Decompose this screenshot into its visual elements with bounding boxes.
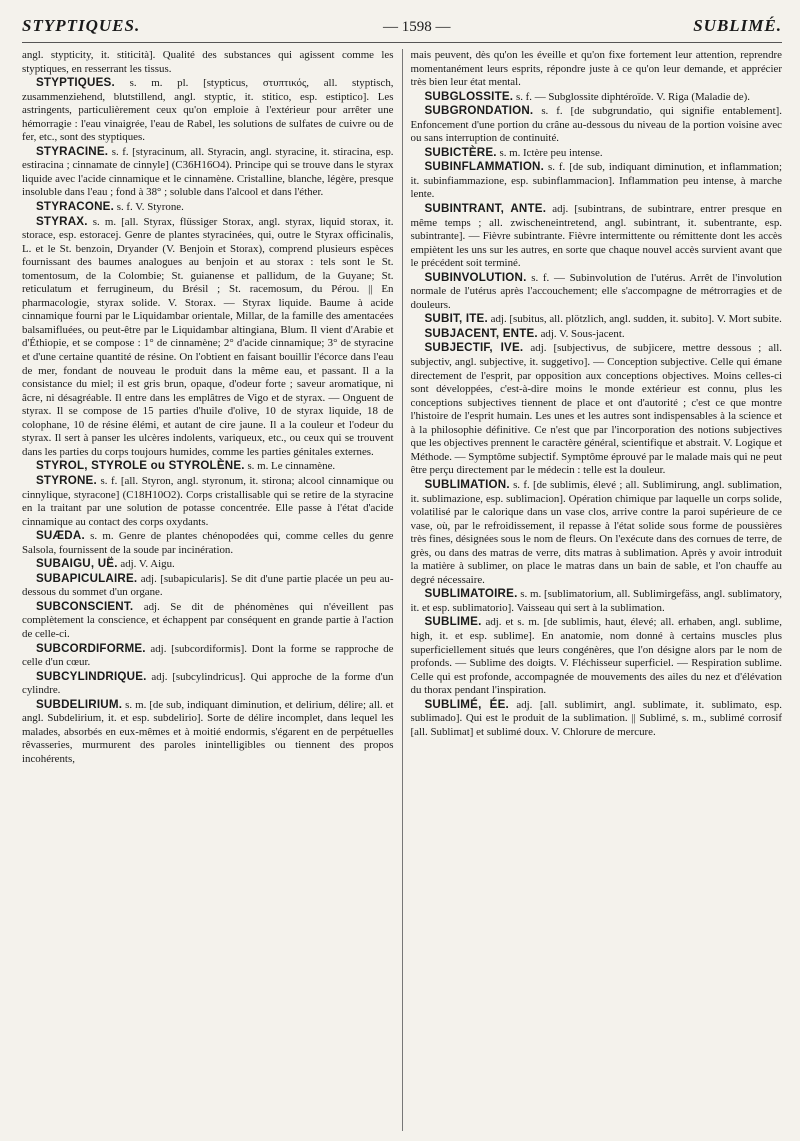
entry-headword: SUBCYLINDRIQUE. bbox=[36, 669, 147, 683]
entry-definition: s. m. pl. [stypticus, στυπτικός, all. styptisch, zusammenziehend, blutstillend, angl. styptic, it. stitico, esp. estiptico]. Les astringents, particulièrement ceux qu'on emploie à l'extérieur pour arrêter une hémorragie : l'eau vinaigrée, l'eau de Rabel, les solutions de sulfates de cuivre ou de fer, etc., sont des styptiques. bbox=[22, 77, 394, 144]
running-head-right: SUBLIMÉ. bbox=[693, 16, 782, 35]
dictionary-entry bbox=[22, 642, 394, 670]
running-head-left: STYPTIQUES. bbox=[22, 16, 141, 35]
entry-definition: s. f. — Subinvolution de l'utérus. Arrêt de l'involution normale de l'utérus après l'accouchement; elle s'accompagne de métrorragies et de douleurs. bbox=[410, 271, 782, 311]
dictionary-entry bbox=[22, 698, 394, 767]
entry-definition: adj. [subjectivus, de subjicere, mettre dessous ; all. subjectiv, angl. subjective, it. suggetivo]. — Conception subjective. Celle qui émane directement de l'esprit, par opposition aux conceptions objectives. Moins celles-ci sont développées, c'est-à-dire moins le monde extérieur est connu, plus les conceptions subjectives tiennent de place et ont d'autorité ; c'est ce que montre l'histoire de l'esprit humain. Les unes et les autres sont indispensables à la science et à la philosophie définitive. Ce n'est que par l'incorporation des notions subjectives que les objectives prennent le caractère général, scientifique et abstrait. V. Logique et Méthode. — Symptôme subjectif. Symptôme éprouvé par le malade mais qui ne peut être perçu directement par le médecin : telle est la douleur. bbox=[410, 342, 782, 477]
entry-definition: mais peuvent, dès qu'on les éveille et qu'on fixe fortement leur attention, reprendre momentanément leurs esprits, répondre juste à ce qu'on leur demande, et apprécier très bien leur état mental. bbox=[410, 49, 782, 89]
left-column bbox=[22, 49, 394, 1131]
entry-definition: adj. Se dit de phénomènes qui n'éveillent pas complètement la conscience, et échappent par conséquent en grande partie à l'action de celle-ci. bbox=[22, 600, 394, 640]
text-columns bbox=[22, 49, 782, 1131]
entry-headword: STYROL, STYROLE ou STYROLÈNE. bbox=[36, 459, 245, 473]
entry-headword: STYPTIQUES. bbox=[36, 76, 115, 90]
entry-definition: s. m. [sublimatorium, all. Sublimirgefäss, angl. sublimatory, it. et esp. sublimatorio]. Vaisseau qui sert à la sublimation. bbox=[410, 588, 782, 614]
right-column bbox=[411, 49, 783, 1131]
dictionary-entry bbox=[411, 202, 783, 271]
entry-headword: SUBGRONDATION. bbox=[424, 104, 534, 118]
entry-headword: SUBIT, ITE. bbox=[424, 312, 488, 326]
page-number: — 1598 — bbox=[382, 19, 451, 35]
dictionary-entry bbox=[22, 459, 394, 474]
entry-definition: s. m. Le cinnamène. bbox=[247, 460, 336, 473]
dictionary-entry bbox=[22, 600, 394, 642]
dictionary-entry bbox=[411, 587, 783, 615]
entry-definition: angl. stypticity, it. stiticità]. Qualité des substances qui agissent comme les styptiques, en resserrant les tissus. bbox=[22, 49, 394, 75]
entry-definition: s. f. [de subgrundatio, qui signifie entablement]. Enfoncement d'une portion du crâne au-dessous du niveau de la portion voisine avec ou sans interruption de continuité. bbox=[410, 105, 782, 145]
dictionary-entry bbox=[411, 312, 783, 327]
dictionary-entry bbox=[411, 615, 783, 697]
entry-definition: adj. [all. sublimirt, angl. sublimate, it. sublimato, esp. sublimado]. Qui est le produit de la sublimation. || Sublimé, s. m., sublimé corrosif [all. Sublimat] et sublimé doux. V. Chlorure de mercure. bbox=[410, 698, 782, 738]
entry-definition: s. f. [de sublimis, élevé ; all. Sublimirung, angl. sublimation, it. sublimazione, esp. sublimacion]. Opération chimique par laquelle un corps solide, volatilisé par le calorique dans un vase clos, arrive contre la paroi supérieure de ce vase, où, par le refroidissement, il repasse à l'état solide sous forme de poussières très fines, désignées sous le nom de fleurs. On l'exécute dans des cornues de terre, de grès, ou dans des matras de verre, dits matras à sublimation. Après y avoir introduit la matière à sublimer, on place le matras dans un bain de sable, et l'on chauffe au degré nécessaire. bbox=[410, 478, 782, 586]
entry-definition: adj. V. Sous-jacent. bbox=[540, 327, 625, 340]
dictionary-entry bbox=[22, 670, 394, 698]
entry-headword: SUBCORDIFORME. bbox=[36, 641, 146, 655]
entry-headword: SUBLIMÉ, ÉE. bbox=[424, 697, 509, 711]
entry-definition: s. m. Genre de plantes chénopodées qui, comme celles du genre Salsola, fournissent de la soude par incinération. bbox=[22, 530, 394, 556]
dictionary-entry bbox=[411, 327, 783, 342]
entry-headword: SUBLIME. bbox=[424, 615, 482, 629]
dictionary-entry bbox=[22, 145, 394, 200]
dictionary-entry bbox=[411, 104, 783, 146]
dictionary-entry bbox=[411, 49, 783, 90]
entry-definition: s. m. Ictère peu intense. bbox=[499, 146, 603, 159]
dictionary-entry bbox=[411, 271, 783, 313]
dictionary-entry bbox=[22, 572, 394, 600]
dictionary-entry bbox=[411, 90, 783, 105]
entry-definition: adj. [subapicularis]. Se dit d'une partie placée un peu au-dessous du sommet d'un organe. bbox=[22, 572, 394, 599]
dictionary-entry bbox=[22, 474, 394, 529]
entry-definition: adj. [subcordiformis]. Dont la forme se rapproche de celle d'un cœur. bbox=[22, 642, 394, 669]
entry-headword: SUBGLOSSITE. bbox=[424, 89, 514, 103]
entry-headword: SUBLIMATOIRE. bbox=[424, 587, 518, 601]
dictionary-entry bbox=[22, 200, 394, 215]
column-divider bbox=[402, 49, 403, 1131]
entry-headword: STYRACONE. bbox=[36, 200, 115, 214]
entry-headword: SUBINVOLUTION. bbox=[424, 270, 527, 284]
entry-headword: SUBAIGU, UË. bbox=[36, 557, 118, 571]
entry-definition: adj. V. Aigu. bbox=[120, 558, 175, 571]
entry-headword: SUBICTÈRE. bbox=[424, 145, 497, 159]
entry-headword: SUBJACENT, ENTE. bbox=[424, 326, 538, 340]
dictionary-entry bbox=[22, 215, 394, 460]
entry-headword: SUBINFLAMMATION. bbox=[424, 160, 545, 174]
dictionary-entry bbox=[411, 160, 783, 202]
dictionary-entry bbox=[411, 698, 783, 740]
entry-definition: s. f. [all. Styron, angl. styronum, it. stirona; alcool cinnamique ou cinnylique, styracone] (C18H10O2). Corps cristallisable qui se retire de la styracine en la traitant par une solution de potasse concentrée. Elle passe à l'état d'acide cinnamique au contact des corps oxydants. bbox=[22, 474, 394, 528]
dictionary-entry bbox=[22, 557, 394, 572]
dictionary-entry bbox=[22, 529, 394, 557]
entry-definition: adj. [subcylindricus]. Qui approche de la forme d'un cylindre. bbox=[22, 670, 394, 697]
entry-definition: adj. [subitus, all. plötzlich, angl. sudden, it. subito]. V. Mort subite. bbox=[490, 313, 782, 326]
entry-headword: STYRONE. bbox=[36, 473, 97, 487]
entry-headword: STYRACINE. bbox=[36, 144, 109, 158]
entry-headword: SUBJECTIF, IVE. bbox=[424, 341, 524, 355]
dictionary-entry bbox=[411, 146, 783, 161]
dictionary-entry bbox=[411, 341, 783, 477]
entry-definition: adj. et s. m. [de sublimis, haut, élevé; all. erhaben, angl. sublime, high, it. et esp. sublime]. En anatomie, nom donné à certains muscles plus superficiellement situés que leurs congénères, que l'on désigne alors par le nom de profonds. — Sublime des doigts. V. Fléchisseur superficiel. — Respiration sublime. Celle qui est profonde, accompagnée de mouvements des ailes du nez et d'élévation du thorax pendant l'inspiration. bbox=[410, 616, 782, 697]
entry-definition: s. f. [styracinum, all. Styracin, angl. styracine, it. stiracina, esp. estiracina ; cinnamate de cinnyle] (C36H16O4). Principe qui se trouve dans le styrax liquide avec l'acide cinnamique et le cinnamène. Cristalline, blanche, légère, presque insoluble dans l'eau ; fond à 38° ; soluble dans l'alcool et dans l'éther. bbox=[22, 145, 394, 199]
entry-headword: SUBLIMATION. bbox=[424, 477, 510, 491]
entry-definition: s. m. [all. Styrax, flüssiger Storax, angl. styrax, liquid storax, it. storace, esp. estoracej. Genre de plantes styracinées, qui, outre le Styrax officinalis, L. et le St. benzoin, Dryander (V. Benjoin et Storax), comprend plusieurs espèces fournissant des baumes analogues au benjoin et au storax : tels sont le St. tomentosum, de la Colombie; St. guianense et pallidum, de la Guyane; St. reticulatum et ferrugineum, du Brésil ; St. racemosum, du Pérou. || En pharmacologie, styrax solide. V. Storax. — Styrax liquide. Baume à acide cinnamique fourni par le Liquidambar orientale, Millar, de la famille des amentacées balsamifluées, ou peut-être par le Liquidambar altingiana, Blum. Il vient d'Arabie et d'Éthiopie, et se compose : 1° de cinnamène; 2° d'acide cinnamique; 3° de styracine et d'une certaine quantité de résine. On l'obtient en faisant bouillir l'écorce dans l'eau de mer, fondant de nouveau le produit dans la même eau, et passant. Il a la consistance du miel; il est gris brun, opaque, d'odeur forte ; saveur aromatique, ni âcre, ni désagréable. Il entre dans les emplâtres de Vigo et de styrax. — Onguent de styrax. Il se compose de 15 parties d'huile d'olive, 10 de styrax liquide, 18 de colophane, 10 de résine élémi, et autant de cire jaune. Il a la couleur et l'odeur du styrax. Il sert à panser les ulcères indolents, variqueux, etc., ou ceux qui se trouvent dans les parties du corps toujours humides, comme les parties génitales externes. bbox=[22, 215, 394, 458]
entry-headword: STYRAX. bbox=[36, 214, 88, 228]
entry-definition: adj. [subintrans, de subintrare, entrer presque en même temps ; all. zwischeneintretend, angl. subintrant, it. subentrante, esp. subintrante]. — Fièvre subintrante. Fièvre intermittente ou rémittente dont les accès empiètent les uns sur les autres, en sorte que chaque nouvel accès survient avant que le précédent soit terminé. bbox=[410, 203, 782, 270]
dictionary-entry bbox=[22, 76, 394, 145]
entry-headword: SUBINTRANT, ANTE. bbox=[424, 202, 547, 216]
entry-headword: SUBAPICULAIRE. bbox=[36, 571, 138, 585]
entry-headword: SUBDELIRIUM. bbox=[36, 697, 123, 711]
dictionary-entry bbox=[22, 49, 394, 76]
running-head bbox=[22, 16, 782, 43]
entry-definition: s. f. V. Styrone. bbox=[116, 201, 184, 214]
entry-definition: s. m. [de sub, indiquant diminution, et delirium, délire; all. et angl. Subdelirium, it. et esp. subdelirio]. Sorte de délire incomplet, dans lequel les malades, absorbés en eux-mêmes et à moitié endormis, s'égarent en de perpétuelles rêvasseries, murmurent des paroles inintelligibles ou tiennent des propos incohérents, bbox=[22, 698, 394, 765]
dictionary-entry bbox=[411, 478, 783, 587]
entry-definition: s. f. — Subglossite diphtéroïde. V. Riga (Maladie de). bbox=[515, 90, 750, 103]
entry-headword: SUBCONSCIENT. bbox=[36, 599, 134, 613]
entry-definition: s. f. [de sub, indiquant diminution, et inflammation; it. subinfiammazione, esp. subinflammacion]. Inflammation peu intense, à marche lente. bbox=[410, 161, 782, 201]
entry-headword: SUÆDA. bbox=[36, 529, 85, 543]
